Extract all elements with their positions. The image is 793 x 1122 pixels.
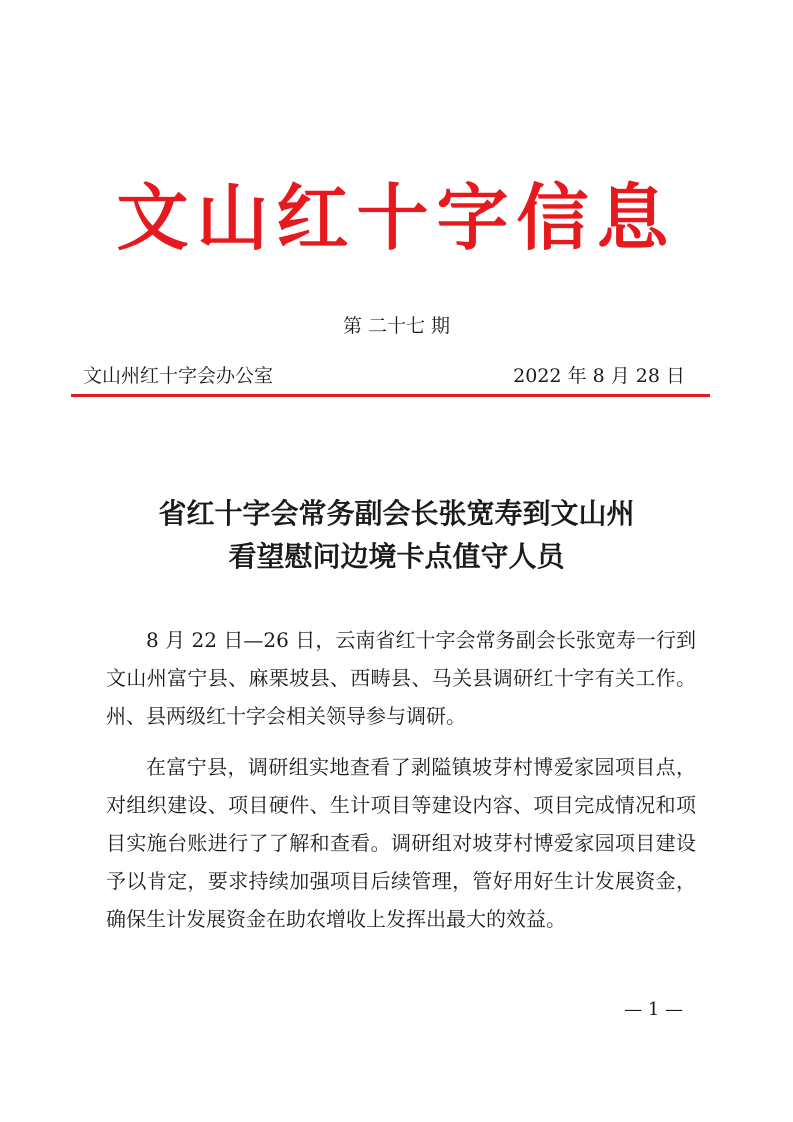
paragraph-text: 在富宁县，调研组实地查看了剥隘镇坡芽村博爱家园项目点，对组织建设、项目硬件、生计项目等建设内容、项目完成情况和项目实施台账进行了了解和查看。调研组对坡芽村博爱家园项目建设予以肯定，要求持续加强项目后续管理，管好用好生计发展资金，确保生计发展资金在助农增收上发挥出最大的效益。 — [106, 755, 696, 931]
issue-date: 2022 年 8 月 28 日 — [513, 365, 685, 387]
masthead-title: 文山红十字信息 — [116, 176, 677, 260]
issue-number: 第 二十七 期 — [342, 315, 451, 337]
issuing-organization: 文山州红十字会办公室 — [83, 365, 274, 387]
paragraph-text: 8 月 22 日—26 日，云南省红十字会常务副会长张宽寿一行到文山州富宁县、麻栗坡县、西畴县、马关县调研红十字有关工作。州、县两级红十字会相关领导参与调研。 — [106, 628, 696, 728]
article-paragraph-2 — [106, 748, 696, 938]
article-paragraph-1 — [106, 621, 696, 735]
page-number: — 1 — — [624, 999, 683, 1020]
header-divider — [71, 394, 710, 397]
article-title-line-1: 省红十字会常务副会长张宽寿到文山州 — [158, 497, 635, 530]
article-title-line-2: 看望慰问边境卡点值守人员 — [228, 540, 565, 573]
